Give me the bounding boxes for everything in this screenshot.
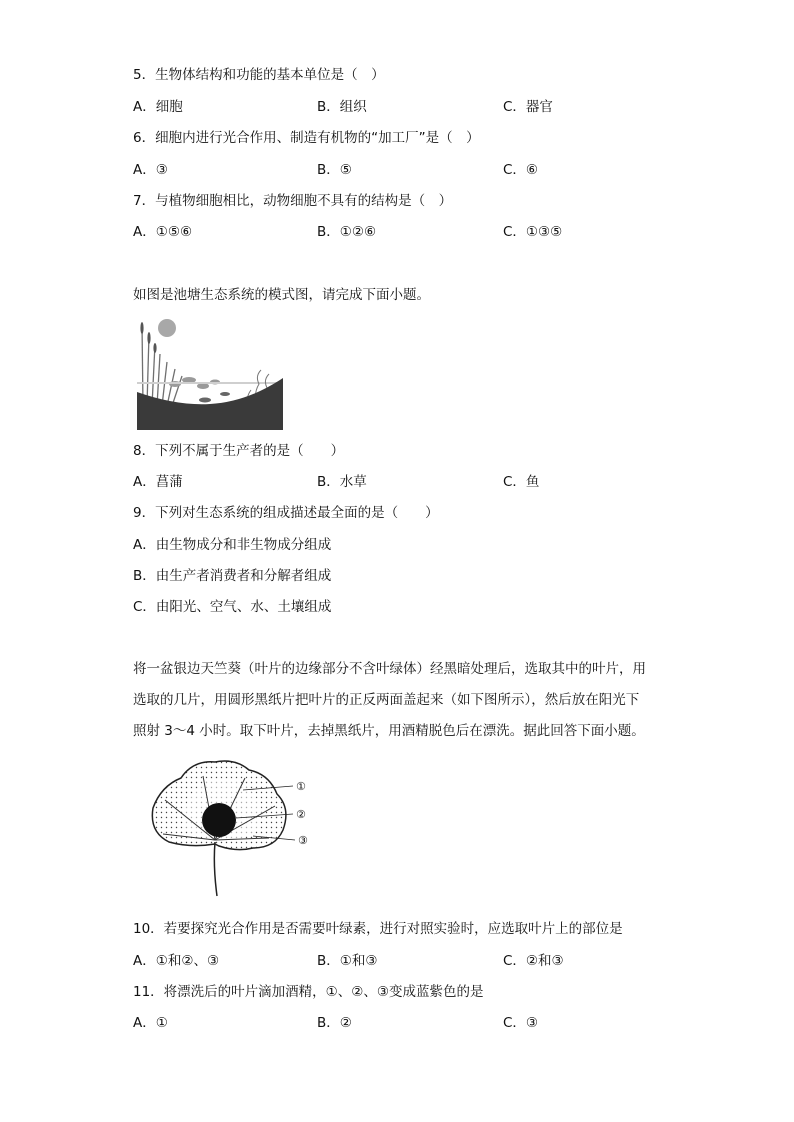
leaf-label-1: ① — [296, 780, 306, 793]
leaf-intro-line-1: 将一盆银边天竺葵（叶片的边缘部分不含叶绿体）经黑暗处理后，选取其中的叶片，用 — [133, 661, 646, 677]
leaf-intro-line-3: 照射 3～4 小时。取下叶片，去掉黑纸片，用酒精脱色后在漂洗。据此回答下面小题。 — [133, 723, 645, 739]
sun-icon — [158, 319, 176, 337]
question-11-stem: 11．将漂洗后的叶片滴加酒精，①、②、③变成蓝紫色的是 — [133, 984, 484, 1000]
geranium-leaf-figure — [145, 756, 325, 902]
water-surface — [137, 382, 283, 384]
q5-option-b: B．组织 — [317, 99, 367, 115]
q5-option-a: A．细胞 — [133, 99, 183, 115]
leaf-intro-line-2: 选取的几片，用圆形黑纸片把叶片的正反两面盖起来（如下图所示），然后放在阳光下 — [133, 692, 640, 708]
q6-option-c: C．⑥ — [503, 162, 539, 178]
q8-option-c: C．鱼 — [503, 474, 540, 490]
leaf-label-3: ③ — [298, 834, 308, 847]
q11-option-c: C．③ — [503, 1015, 539, 1031]
q9-option-b: B．由生产者消费者和分解者组成 — [133, 568, 332, 584]
q10-option-c: C．②和③ — [503, 953, 564, 969]
question-9-stem: 9．下列对生态系统的组成描述最全面的是（ ） — [133, 505, 439, 521]
q10-option-a: A．①和②、③ — [133, 953, 220, 969]
pond-intro: 如图是池塘生态系统的模式图，请完成下面小题。 — [133, 287, 430, 303]
question-10-stem: 10．若要探究光合作用是否需要叶绿素，进行对照实验时，应选取叶片上的部位是 — [133, 921, 623, 937]
q5-option-c: C．器官 — [503, 99, 553, 115]
q8-option-a: A．菖蒲 — [133, 474, 183, 490]
q10-option-b: B．①和③ — [317, 953, 378, 969]
question-5-stem: 5．生物体结构和功能的基本单位是（ ） — [133, 67, 385, 83]
leaf-label-2: ② — [296, 808, 306, 821]
q9-option-a: A．由生物成分和非生物成分组成 — [133, 537, 332, 553]
q7-option-b: B．①②⑥ — [317, 224, 377, 240]
q6-option-a: A．③ — [133, 162, 168, 178]
question-8-stem: 8．下列不属于生产者的是（ ） — [133, 443, 345, 459]
q7-option-a: A．①⑤⑥ — [133, 224, 193, 240]
question-6-stem: 6．细胞内进行光合作用、制造有机物的“加工厂”是（ ） — [133, 130, 480, 146]
question-7-stem: 7．与植物细胞相比，动物细胞不具有的结构是（ ） — [133, 193, 453, 209]
q6-option-b: B．⑤ — [317, 162, 352, 178]
leaf-stem — [214, 842, 217, 896]
q9-option-c: C．由阳光、空气、水、土壤组成 — [133, 599, 332, 615]
q11-option-b: B．② — [317, 1015, 352, 1031]
q11-option-a: A．① — [133, 1015, 168, 1031]
q7-option-c: C．①③⑤ — [503, 224, 563, 240]
black-paper-disc — [202, 803, 236, 837]
pond-ecosystem-figure — [137, 314, 283, 430]
q8-option-b: B．水草 — [317, 474, 367, 490]
